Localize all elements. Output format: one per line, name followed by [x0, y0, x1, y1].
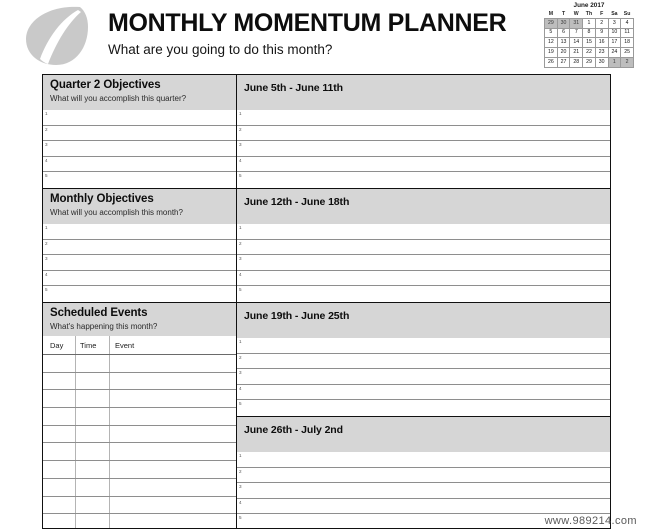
- line-number: 3: [45, 256, 48, 262]
- calendar-day-cell[interactable]: 12: [545, 38, 558, 48]
- calendar-day-cell[interactable]: 11: [621, 28, 634, 38]
- page-subtitle: What are you going to do this month?: [108, 42, 333, 57]
- week-title: June 12th - June 18th: [244, 196, 350, 208]
- calendar-day-cell[interactable]: 14: [570, 38, 583, 48]
- planner-grid: [42, 74, 611, 529]
- write-in-line[interactable]: [43, 255, 236, 271]
- write-in-line[interactable]: [237, 141, 610, 157]
- calendar-day-cell[interactable]: 1: [583, 18, 596, 28]
- line-number: 4: [239, 385, 242, 391]
- line-number: 2: [239, 240, 242, 246]
- calendar-day-cell[interactable]: 10: [608, 28, 621, 38]
- monthly-objectives-lines: [43, 224, 236, 302]
- write-in-line[interactable]: [237, 483, 610, 499]
- write-in-line[interactable]: [43, 110, 236, 126]
- table-row[interactable]: [43, 426, 236, 444]
- calendar-day-cell[interactable]: 30: [595, 57, 608, 67]
- calendar-day-cell[interactable]: 29: [583, 57, 596, 67]
- page-title: MONTHLY MOMENTUM PLANNER: [108, 9, 507, 37]
- panel-week-1: [237, 75, 610, 189]
- calendar-day-cell[interactable]: 2: [595, 18, 608, 28]
- week-header: [237, 417, 610, 452]
- calendar-day-cell[interactable]: 31: [570, 18, 583, 28]
- write-in-line[interactable]: [237, 240, 610, 256]
- write-in-line[interactable]: [43, 224, 236, 240]
- monthly-objectives-header: [43, 189, 236, 224]
- calendar-day-cell[interactable]: 22: [583, 48, 596, 58]
- line-number: 2: [45, 126, 48, 132]
- monthly-objectives-title: Monthly Objectives: [50, 193, 154, 205]
- calendar-day-cell[interactable]: 25: [621, 48, 634, 58]
- calendar-weekday: Su: [623, 11, 631, 17]
- line-number: 4: [45, 271, 48, 277]
- calendar-day-cell[interactable]: 30: [557, 18, 570, 28]
- mini-calendar: [544, 3, 634, 68]
- write-in-line[interactable]: [43, 240, 236, 256]
- panel-scheduled-events: [43, 303, 236, 528]
- line-number: 1: [45, 111, 48, 116]
- write-in-line[interactable]: [237, 468, 610, 484]
- mini-calendar-title: June 2017: [573, 2, 605, 9]
- calendar-day-cell[interactable]: 24: [608, 48, 621, 58]
- mini-calendar-body: [545, 18, 634, 67]
- write-in-line[interactable]: [237, 354, 610, 370]
- calendar-day-cell[interactable]: 29: [545, 18, 558, 28]
- table-row[interactable]: [43, 514, 236, 528]
- table-row[interactable]: [43, 443, 236, 461]
- calendar-day-cell[interactable]: 21: [570, 48, 583, 58]
- week-header: [237, 75, 610, 110]
- write-in-line[interactable]: [43, 141, 236, 157]
- line-number: 3: [239, 370, 242, 376]
- scheduled-events-title: Scheduled Events: [50, 307, 148, 319]
- panel-quarter-objectives: [43, 75, 236, 189]
- write-in-line[interactable]: [43, 286, 236, 302]
- week-title: June 5th - June 11th: [244, 82, 343, 94]
- calendar-week-row: [545, 38, 634, 48]
- calendar-day-cell[interactable]: 13: [557, 38, 570, 48]
- write-in-line[interactable]: [237, 385, 610, 401]
- line-number: 5: [239, 287, 242, 293]
- calendar-weekday: F: [600, 11, 604, 17]
- calendar-day-cell[interactable]: 15: [583, 38, 596, 48]
- panel-monthly-objectives: [43, 189, 236, 303]
- calendar-day-cell[interactable]: 9: [595, 28, 608, 38]
- calendar-week-row: [545, 57, 634, 67]
- write-in-line[interactable]: [237, 255, 610, 271]
- line-number: 4: [239, 271, 242, 277]
- events-header-day: Day: [50, 341, 64, 350]
- write-in-line[interactable]: [237, 224, 610, 240]
- write-in-line[interactable]: [43, 271, 236, 287]
- table-row[interactable]: [43, 408, 236, 426]
- calendar-day-cell[interactable]: 28: [570, 57, 583, 67]
- scheduled-events-table: [43, 336, 236, 528]
- week-header: [237, 189, 610, 224]
- quarter-objectives-title: Quarter 2 Objectives: [50, 79, 161, 91]
- mini-calendar-weekday-row: [545, 11, 634, 18]
- quarter-objectives-subtitle: What will you accomplish this quarter?: [50, 94, 187, 103]
- calendar-day-cell[interactable]: 23: [595, 48, 608, 58]
- calendar-day-cell[interactable]: 1: [608, 57, 621, 67]
- panel-week-3: [237, 303, 610, 417]
- line-number: 3: [239, 142, 242, 148]
- line-number: 2: [45, 240, 48, 246]
- table-row[interactable]: [43, 461, 236, 479]
- write-in-line[interactable]: [237, 369, 610, 385]
- calendar-day-cell[interactable]: 6: [557, 28, 570, 38]
- line-number: 2: [239, 126, 242, 132]
- calendar-day-cell[interactable]: 3: [608, 18, 621, 28]
- line-number: 3: [239, 484, 242, 490]
- calendar-day-cell[interactable]: 7: [570, 28, 583, 38]
- quarter-objectives-header: [43, 75, 236, 110]
- line-number: 2: [239, 468, 242, 474]
- write-in-line[interactable]: [237, 400, 610, 416]
- write-in-line[interactable]: [237, 271, 610, 287]
- quarter-objectives-lines: [43, 110, 236, 188]
- write-in-line[interactable]: [237, 286, 610, 302]
- right-column: [237, 75, 610, 528]
- calendar-weekday: Th: [585, 11, 593, 17]
- table-row[interactable]: [43, 479, 236, 497]
- write-in-line[interactable]: [237, 499, 610, 515]
- write-in-line[interactable]: [237, 157, 610, 173]
- write-in-line[interactable]: [237, 172, 610, 188]
- table-row[interactable]: [43, 355, 236, 373]
- table-row[interactable]: [43, 390, 236, 408]
- line-number: 1: [239, 453, 242, 458]
- week-title: June 19th - June 25th: [244, 310, 350, 322]
- line-number: 1: [239, 111, 242, 116]
- events-column-headers: [43, 336, 236, 355]
- left-column: [43, 75, 237, 528]
- events-header-event: Event: [115, 341, 135, 350]
- calendar-week-row: [545, 28, 634, 38]
- calendar-week-row: [545, 48, 634, 58]
- calendar-weekday: Sa: [611, 11, 618, 17]
- scheduled-events-header: [43, 303, 236, 336]
- line-number: 4: [239, 157, 242, 163]
- write-in-line[interactable]: [237, 110, 610, 126]
- line-number: 5: [45, 287, 48, 293]
- line-number: 3: [239, 256, 242, 262]
- week-lines: [237, 338, 610, 416]
- events-header-time: Time: [80, 341, 97, 350]
- calendar-day-cell[interactable]: 19: [545, 48, 558, 58]
- write-in-line[interactable]: [43, 172, 236, 188]
- calendar-day-cell[interactable]: 8: [583, 28, 596, 38]
- calendar-day-cell[interactable]: 4: [621, 18, 634, 28]
- week-lines: [237, 224, 610, 302]
- write-in-line[interactable]: [237, 338, 610, 354]
- line-number: 1: [45, 225, 48, 230]
- events-rows: [43, 355, 236, 528]
- table-row[interactable]: [43, 373, 236, 391]
- calendar-day-cell[interactable]: 17: [608, 38, 621, 48]
- calendar-day-cell[interactable]: 16: [595, 38, 608, 48]
- week-header: [237, 303, 610, 338]
- calendar-day-cell[interactable]: 20: [557, 48, 570, 58]
- line-number: 5: [239, 173, 242, 179]
- line-number: 5: [45, 173, 48, 179]
- scheduled-events-subtitle: What's happening this month?: [50, 322, 158, 331]
- leaf-icon: [18, 3, 96, 67]
- write-in-line[interactable]: [43, 157, 236, 173]
- calendar-day-cell[interactable]: 2: [621, 57, 634, 67]
- watermark: www.989214.com: [544, 515, 637, 527]
- panel-week-4: [237, 417, 610, 528]
- calendar-day-cell[interactable]: 18: [621, 38, 634, 48]
- calendar-day-cell[interactable]: 5: [545, 28, 558, 38]
- write-in-line[interactable]: [237, 126, 610, 142]
- line-number: 5: [239, 401, 242, 407]
- week-lines: [237, 110, 610, 188]
- mini-calendar-grid: [544, 11, 634, 67]
- write-in-line[interactable]: [237, 452, 610, 468]
- week-title: June 26th - July 2nd: [244, 424, 343, 436]
- line-number: 5: [239, 515, 242, 521]
- page-header: [0, 0, 647, 70]
- calendar-weekday: W: [573, 11, 579, 17]
- line-number: 4: [45, 157, 48, 163]
- line-number: 3: [45, 142, 48, 148]
- monthly-objectives-subtitle: What will you accomplish this month?: [50, 208, 183, 217]
- calendar-day-cell[interactable]: 27: [557, 57, 570, 67]
- calendar-weekday: T: [561, 11, 566, 17]
- line-number: 2: [239, 354, 242, 360]
- table-row[interactable]: [43, 497, 236, 515]
- panel-week-2: [237, 189, 610, 303]
- line-number: 1: [239, 339, 242, 344]
- line-number: 1: [239, 225, 242, 230]
- calendar-weekday: M: [548, 11, 554, 17]
- calendar-week-row: [545, 18, 634, 28]
- title-block: [108, 8, 506, 58]
- line-number: 4: [239, 499, 242, 505]
- write-in-line[interactable]: [43, 126, 236, 142]
- calendar-day-cell[interactable]: 26: [545, 57, 558, 67]
